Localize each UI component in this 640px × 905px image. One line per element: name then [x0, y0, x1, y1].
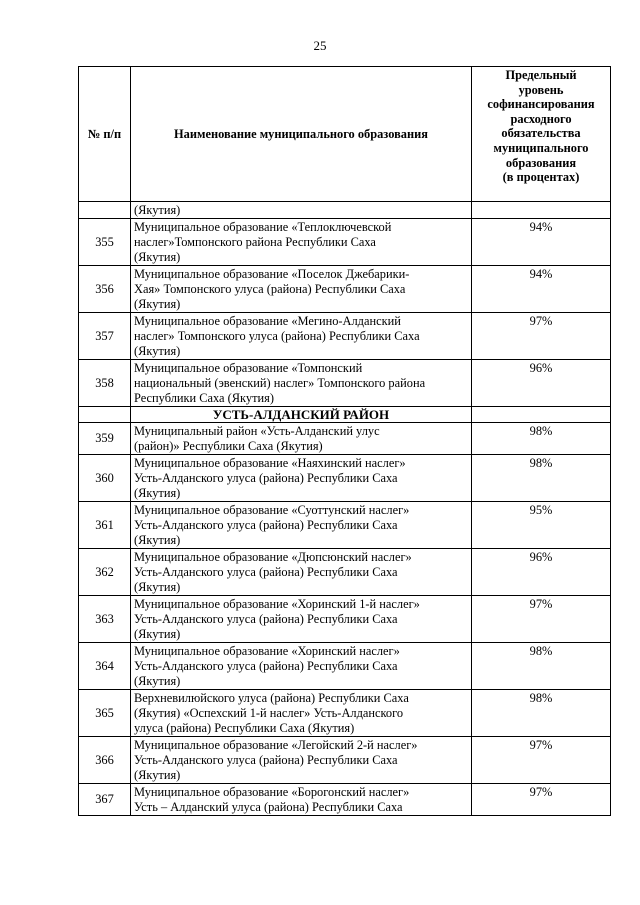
row-name-cell	[131, 549, 472, 596]
row-name-line: (Якутия)	[134, 203, 181, 217]
row-percent-cell: 97%	[472, 737, 611, 784]
row-name-cell	[131, 423, 472, 455]
row-name-line: (Якутия)	[134, 674, 181, 688]
row-name-line: Усть-Алданского улуса (района) Республики Саха	[134, 471, 398, 485]
row-name-cell	[131, 219, 472, 266]
table-row	[79, 690, 611, 737]
row-name-line: (Якутия)	[134, 486, 181, 500]
header-percent-line: муниципального	[493, 140, 589, 155]
row-name-line: (Якутия)	[134, 344, 181, 358]
row-name-line: Усть – Алданский улуса (района) Республики Саха	[134, 800, 403, 814]
row-name-line: Муниципальное образование «Томпонский	[134, 361, 363, 375]
row-number-cell: 361	[79, 502, 131, 549]
row-name-cell	[131, 313, 472, 360]
header-percent-line: (в процентах)	[502, 170, 580, 185]
header-name: Наименование муниципального образования	[131, 67, 472, 202]
row-name-line: (Якутия)	[134, 627, 181, 641]
table-header-row	[79, 67, 611, 202]
table-row	[79, 596, 611, 643]
row-name-line: Муниципальное образование «Теплоключевской	[134, 220, 392, 234]
row-number-cell: 367	[79, 784, 131, 816]
row-name-cell	[131, 266, 472, 313]
row-percent-cell: 97%	[472, 313, 611, 360]
row-number-cell	[79, 202, 131, 219]
row-name-line: (Якутия)	[134, 250, 181, 264]
row-name-line: (Якутия)	[134, 768, 181, 782]
row-number-cell: 357	[79, 313, 131, 360]
row-percent-cell: 98%	[472, 455, 611, 502]
row-percent-cell: 98%	[472, 423, 611, 455]
table-row	[79, 266, 611, 313]
row-number-cell: 355	[79, 219, 131, 266]
row-name-cell	[131, 643, 472, 690]
row-name-cell	[131, 360, 472, 407]
row-number-cell: 362	[79, 549, 131, 596]
row-name-line: улуса (района) Республики Саха (Якутия)	[134, 721, 355, 735]
row-name-line: (Якутия) «Оспехский 1-й наслег» Усть-Алданского	[134, 706, 404, 720]
row-number-cell: 364	[79, 643, 131, 690]
row-name-line: Муниципальное образование «Борогонский наслег»	[134, 785, 410, 799]
row-number-cell: 363	[79, 596, 131, 643]
header-percent-line: расходного	[510, 111, 572, 126]
row-number-cell: 360	[79, 455, 131, 502]
table-row	[79, 455, 611, 502]
header-percent-line: Предельный	[505, 68, 577, 82]
row-name-cell	[131, 596, 472, 643]
row-name-line: (Якутия)	[134, 297, 181, 311]
row-name-line: Хая» Томпонского улуса (района) Республики Саха	[134, 282, 406, 296]
header-percent-line: образования	[505, 155, 577, 170]
row-name-cell	[131, 737, 472, 784]
table-row	[79, 423, 611, 455]
table-row	[79, 360, 611, 407]
row-percent-cell: 98%	[472, 690, 611, 737]
row-name-line: Усть-Алданского улуса (района) Республики Саха	[134, 565, 398, 579]
row-percent-cell: 96%	[472, 360, 611, 407]
header-percent-line: софинансирования	[487, 97, 595, 112]
row-name-line: (район)» Республики Саха (Якутия)	[134, 439, 323, 453]
row-percent-cell: 94%	[472, 266, 611, 313]
row-name-cell	[131, 455, 472, 502]
row-name-line: Усть-Алданского улуса (района) Республики Саха	[134, 518, 398, 532]
row-name-line: (Якутия)	[134, 580, 181, 594]
cofinancing-table	[78, 66, 611, 816]
row-name-cell	[131, 502, 472, 549]
row-percent-cell: 96%	[472, 549, 611, 596]
header-number: № п/п	[79, 67, 131, 202]
header-percent-line: уровень	[518, 82, 564, 97]
table-row	[79, 784, 611, 816]
row-name-line: Муниципальное образование «Хоринский 1-й наслег»	[134, 597, 420, 611]
row-name-line: национальный (эвенский) наслег» Томпонского района	[134, 376, 426, 390]
table-row	[79, 549, 611, 596]
row-number-cell: 365	[79, 690, 131, 737]
section-title: УСТЬ-АЛДАНСКИЙ РАЙОН	[131, 407, 472, 423]
row-percent-cell: 97%	[472, 596, 611, 643]
page-number: 25	[313, 38, 327, 53]
row-percent-cell: 97%	[472, 784, 611, 816]
table-row	[79, 313, 611, 360]
row-name-line: Муниципальное образование «Наяхинский наслег»	[134, 456, 406, 470]
row-percent-cell: 95%	[472, 502, 611, 549]
row-name-line: наслег» Томпонского улуса (района) Республики Саха	[134, 329, 420, 343]
table-row	[79, 219, 611, 266]
table-row	[79, 737, 611, 784]
row-name-line: Муниципальное образование «Хоринский наслег»	[134, 644, 400, 658]
row-name-line: Усть-Алданского улуса (района) Республики Саха	[134, 612, 398, 626]
row-number-cell: 359	[79, 423, 131, 455]
row-percent-cell: 98%	[472, 643, 611, 690]
section-header-row	[79, 407, 611, 423]
header-percent	[472, 67, 611, 202]
row-percent-cell	[472, 202, 611, 219]
header-percent-line: обязательства	[501, 126, 581, 141]
row-number-cell: 358	[79, 360, 131, 407]
section-empty-cell	[472, 407, 611, 423]
section-empty-cell	[79, 407, 131, 423]
row-name-line: (Якутия)	[134, 533, 181, 547]
row-name-cell	[131, 784, 472, 816]
row-name-line: наслег»Томпонского района Республики Саха	[134, 235, 376, 249]
row-number-cell: 356	[79, 266, 131, 313]
table-row-continuation	[79, 202, 611, 219]
row-name-line: Усть-Алданского улуса (района) Республики Саха	[134, 659, 398, 673]
row-name-line: Муниципальное образование «Поселок Джебарики-	[134, 267, 410, 281]
row-name-cell	[131, 690, 472, 737]
row-name-line: Усть-Алданского улуса (района) Республики Саха	[134, 753, 398, 767]
table-row	[79, 643, 611, 690]
row-name-line: Верхневилюйского улуса (района) Республики Саха	[134, 691, 409, 705]
row-percent-cell: 94%	[472, 219, 611, 266]
row-name-line: Муниципальное образование «Мегино-Алданский	[134, 314, 401, 328]
row-name-line: Муниципальное образование «Суоттунский наслег»	[134, 503, 410, 517]
table-row	[79, 502, 611, 549]
row-name-line: Муниципальное образование «Дюпсюнский наслег»	[134, 550, 412, 564]
row-name-line: Республики Саха (Якутия)	[134, 391, 274, 405]
row-name-cell	[131, 202, 472, 219]
row-number-cell: 366	[79, 737, 131, 784]
row-name-line: Муниципальное образование «Легойский 2-й наслег»	[134, 738, 418, 752]
row-name-line: Муниципальный район «Усть-Алданский улус	[134, 424, 380, 438]
